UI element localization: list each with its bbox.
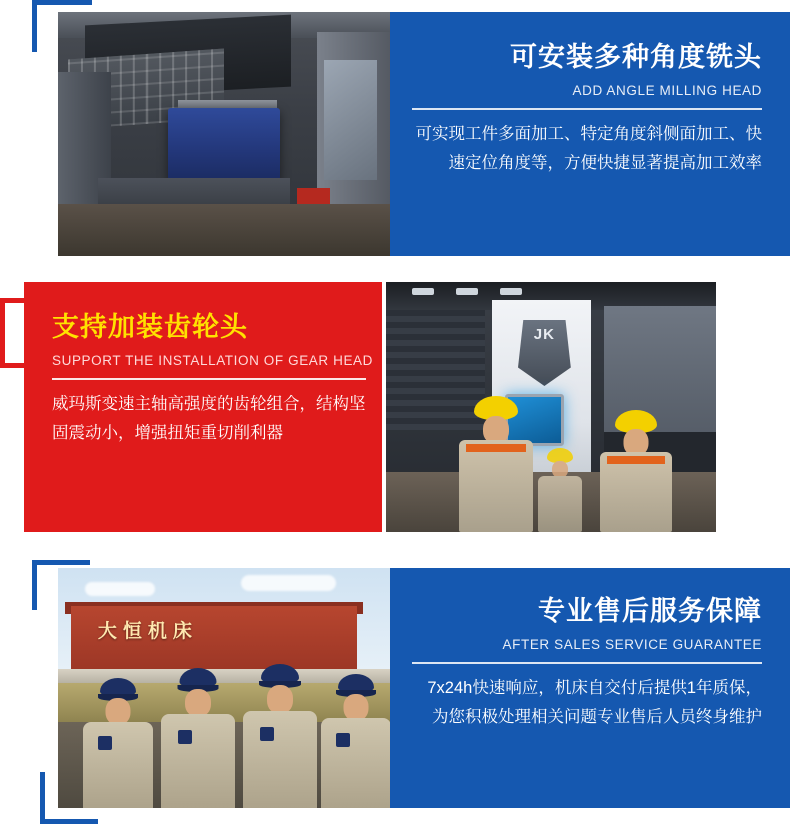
- panel-gear-head: [24, 282, 382, 532]
- section-gear-head: [0, 282, 790, 532]
- section3-divider: [412, 662, 762, 664]
- team-member-3: [240, 664, 320, 808]
- panel-angle-milling-head: [390, 12, 790, 256]
- section3-title-en: AFTER SALES SERVICE GUARANTEE: [502, 637, 762, 653]
- factory-sign-text: 大恒机床: [97, 621, 198, 642]
- team-member-2: [158, 668, 238, 808]
- panel-after-sales-service: [390, 568, 790, 808]
- section2-title-en: SUPPORT THE INSTALLATION OF GEAR HEAD: [52, 353, 374, 369]
- section1-title-cn: 可安装多种角度铣头: [510, 42, 762, 72]
- section2-divider: [52, 378, 366, 380]
- section2-body: 威玛斯变速主轴高强度的齿轮组合，结构坚固震动小，增强扭矩重切削利器: [52, 395, 366, 443]
- photo-workers-operating-machine: [386, 282, 716, 532]
- worker-background: [534, 446, 586, 532]
- photo-gantry-milling-head: [58, 12, 390, 256]
- section1-divider: [412, 108, 762, 110]
- section3-title-cn: 专业售后服务保障: [538, 596, 762, 626]
- section1-title-en: ADD ANGLE MILLING HEAD: [572, 83, 762, 99]
- section-angle-milling-head: [0, 0, 790, 256]
- section3-body: 7x24h快速响应，机床自交付后提供1年质保，为您积极处理相关问题专业售后人员终身维护: [427, 679, 762, 727]
- section1-body: 可实现工件多面加工、特定角度斜侧面加工、快速定位角度等，方便快捷显著提高加工效率: [415, 125, 762, 173]
- team-member-4: [318, 672, 390, 808]
- photo-service-team: [58, 568, 390, 808]
- section2-title-cn: 支持加装齿轮头: [52, 312, 248, 342]
- section-after-sales-service: [0, 560, 790, 825]
- worker-left: [454, 392, 538, 532]
- team-member-1: [80, 676, 156, 808]
- machine-logo-text: JK: [533, 326, 555, 343]
- worker-right: [594, 400, 678, 532]
